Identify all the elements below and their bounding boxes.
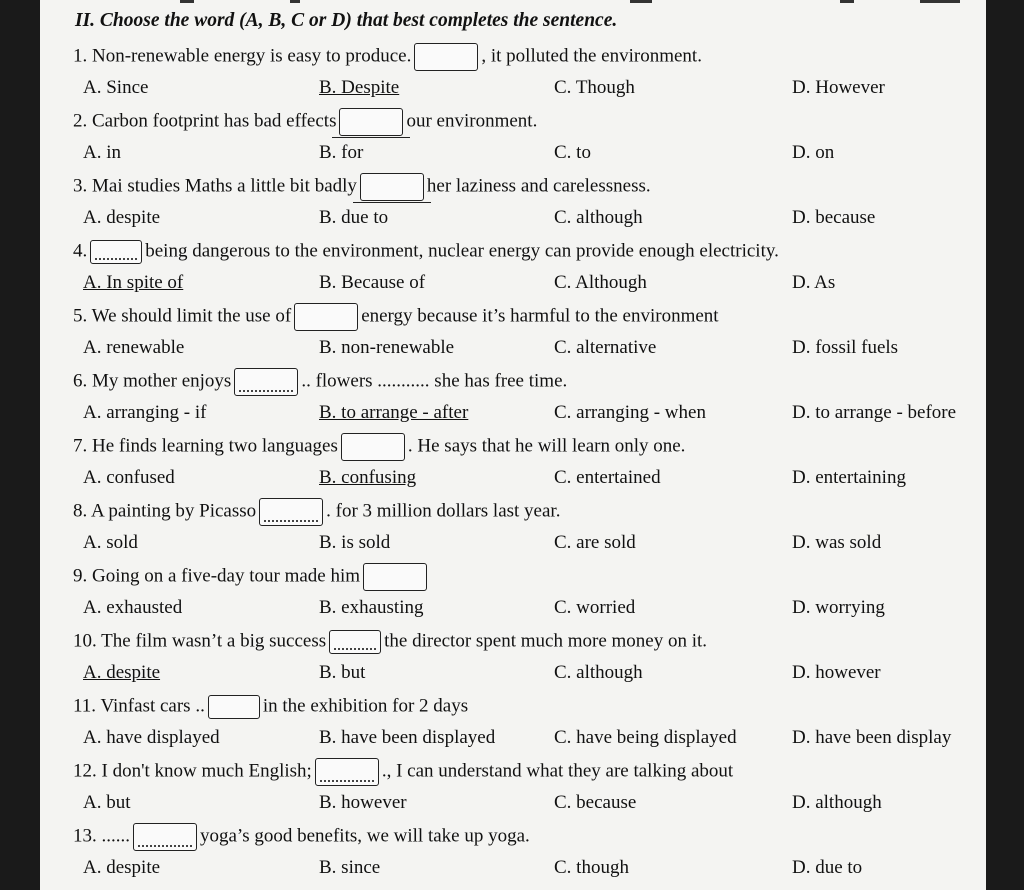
answer-blank[interactable]: [133, 823, 197, 851]
answer-blank[interactable]: [341, 433, 405, 461]
section-title: II. Choose the word (A, B, C or D) that best completes the sentence.: [75, 10, 618, 31]
option-b[interactable]: B. since: [319, 857, 381, 878]
option-c[interactable]: C. to: [554, 142, 591, 163]
option-a[interactable]: A. despite: [83, 207, 161, 228]
question-13: [73, 822, 986, 850]
option-c[interactable]: C. entertained: [554, 467, 661, 488]
question-text-end: ., I can understand what they are talking about: [381, 760, 734, 782]
option-b[interactable]: B. Because of: [319, 272, 426, 293]
answer-blank[interactable]: [294, 303, 358, 331]
option-a[interactable]: A. exhausted: [83, 597, 183, 618]
question-9: [73, 562, 986, 590]
question-text-end: . for 3 million dollars last year.: [326, 500, 561, 522]
question-text-end: in the exhibition for 2 days: [262, 695, 469, 717]
option-d[interactable]: D. worrying: [792, 597, 885, 618]
option-b[interactable]: B. exhausting: [319, 597, 424, 618]
option-b[interactable]: B. to arrange - after: [319, 402, 469, 423]
option-d[interactable]: D. although: [792, 792, 882, 813]
option-d[interactable]: D. As: [792, 272, 836, 293]
option-c[interactable]: C. Although: [554, 272, 647, 293]
answer-blank[interactable]: [360, 173, 424, 201]
options-row: [73, 659, 986, 687]
option-d[interactable]: D. fossil fuels: [792, 337, 899, 358]
options-row: [73, 74, 986, 102]
question-text-end: energy because it’s harmful to the environment: [361, 305, 719, 327]
option-b[interactable]: B. have been displayed: [319, 727, 496, 748]
question-6: [73, 367, 986, 395]
option-d[interactable]: D. because: [792, 207, 876, 228]
option-b[interactable]: B. confusing: [319, 467, 417, 488]
question-text-start: 2. Carbon footprint has bad effects: [73, 110, 337, 132]
question-text-start: 11. Vinfast cars ..: [73, 695, 205, 717]
option-d[interactable]: D. to arrange - before: [792, 402, 957, 423]
option-c[interactable]: C. Though: [554, 77, 635, 98]
option-a[interactable]: A. confused: [83, 467, 175, 488]
option-b[interactable]: B. non-renewable: [319, 337, 455, 358]
option-c[interactable]: C. though: [554, 857, 629, 878]
option-a[interactable]: A. but: [83, 792, 131, 813]
option-b[interactable]: B. is sold: [319, 532, 391, 553]
question-text-end: .. flowers ........... she has free time.: [301, 370, 568, 392]
question-text-end: the director spent much more money on it.: [384, 630, 708, 652]
option-a[interactable]: A. have displayed: [83, 727, 220, 748]
option-b[interactable]: B. due to: [319, 207, 389, 228]
question-4: [73, 237, 986, 265]
worksheet: [40, 0, 986, 890]
options-row: [73, 724, 986, 752]
question-text-start: 3. Mai studies Maths a little bit badly: [73, 175, 357, 197]
option-d[interactable]: D. however: [792, 662, 881, 683]
question-1: [73, 42, 986, 70]
option-c[interactable]: C. because: [554, 792, 637, 813]
answer-blank[interactable]: [414, 43, 478, 71]
question-text-start: 9. Going on a five-day tour made him: [73, 565, 361, 587]
option-a[interactable]: A. despite: [83, 662, 161, 683]
option-a[interactable]: A. despite: [83, 857, 161, 878]
question-text-start: 7. He finds learning two languages: [73, 435, 338, 457]
option-b[interactable]: B. however: [319, 792, 407, 813]
options-row: [73, 269, 986, 297]
option-b[interactable]: B. Despite: [319, 77, 400, 98]
question-2: [73, 107, 986, 135]
top-edge-marks: [40, 0, 986, 6]
question-text-start: 5. We should limit the use of: [73, 305, 292, 327]
answer-blank[interactable]: [90, 240, 142, 264]
question-text-end: being dangerous to the environment, nuclear energy can provide enough electricity.: [145, 240, 779, 262]
options-row: [73, 399, 986, 427]
option-a[interactable]: A. Since: [83, 77, 149, 98]
question-text-end: our environment.: [406, 110, 538, 132]
option-c[interactable]: C. alternative: [554, 337, 657, 358]
question-text-end: , it polluted the environment.: [481, 45, 702, 67]
options-row: [73, 529, 986, 557]
options-row: [73, 334, 986, 362]
answer-blank[interactable]: [208, 695, 260, 719]
option-d[interactable]: D. was sold: [792, 532, 882, 553]
option-c[interactable]: C. are sold: [554, 532, 636, 553]
option-d[interactable]: D. entertaining: [792, 467, 906, 488]
options-row: [73, 464, 986, 492]
question-text-end: . He says that he will learn only one.: [407, 435, 686, 457]
answer-blank[interactable]: [339, 108, 403, 136]
question-text-start: 12. I don't know much English;: [73, 760, 312, 782]
option-a[interactable]: A. sold: [83, 532, 138, 553]
option-d[interactable]: D. on: [792, 142, 835, 163]
question-text-start: 6. My mother enjoys: [73, 370, 232, 392]
option-c[interactable]: C. although: [554, 662, 643, 683]
answer-blank[interactable]: [329, 630, 381, 654]
option-b[interactable]: B. but: [319, 662, 366, 683]
options-row: [73, 204, 986, 232]
option-d[interactable]: D. have been display: [792, 727, 952, 748]
option-c[interactable]: C. have being displayed: [554, 727, 737, 748]
option-d[interactable]: D. However: [792, 77, 885, 98]
option-a[interactable]: A. arranging - if: [83, 402, 207, 423]
question-11: [73, 692, 986, 720]
question-12: [73, 757, 986, 785]
question-text-start: 8. A painting by Picasso: [73, 500, 257, 522]
option-a[interactable]: A. in: [83, 142, 121, 163]
answer-blank[interactable]: [259, 498, 323, 526]
question-3: [73, 172, 986, 200]
option-b[interactable]: B. for: [319, 142, 364, 163]
option-c[interactable]: C. worried: [554, 597, 636, 618]
question-text-start: 10. The film wasn’t a big success: [73, 630, 327, 652]
question-7: [73, 432, 986, 460]
question-text-start: 4.: [73, 240, 88, 262]
option-c[interactable]: C. although: [554, 207, 643, 228]
question-5: [73, 302, 986, 330]
answer-blank[interactable]: [363, 563, 427, 591]
option-a[interactable]: A. In spite of: [83, 272, 184, 293]
answer-blank[interactable]: [234, 368, 298, 396]
question-10: [73, 627, 986, 655]
question-text-end: yoga’s good benefits, we will take up yoga.: [200, 825, 530, 847]
answer-blank[interactable]: [315, 758, 379, 786]
question-text-end: her laziness and carelessness.: [426, 175, 651, 197]
option-d[interactable]: D. due to: [792, 857, 863, 878]
option-c[interactable]: C. arranging - when: [554, 402, 706, 423]
option-a[interactable]: A. renewable: [83, 337, 185, 358]
question-8: [73, 497, 986, 525]
question-text-start: 1. Non-renewable energy is easy to produce.: [73, 45, 412, 67]
options-row: [73, 594, 986, 622]
options-row: [73, 789, 986, 817]
options-row: [73, 854, 986, 882]
options-row: [73, 139, 986, 167]
question-text-start: 13. ......: [73, 825, 130, 847]
